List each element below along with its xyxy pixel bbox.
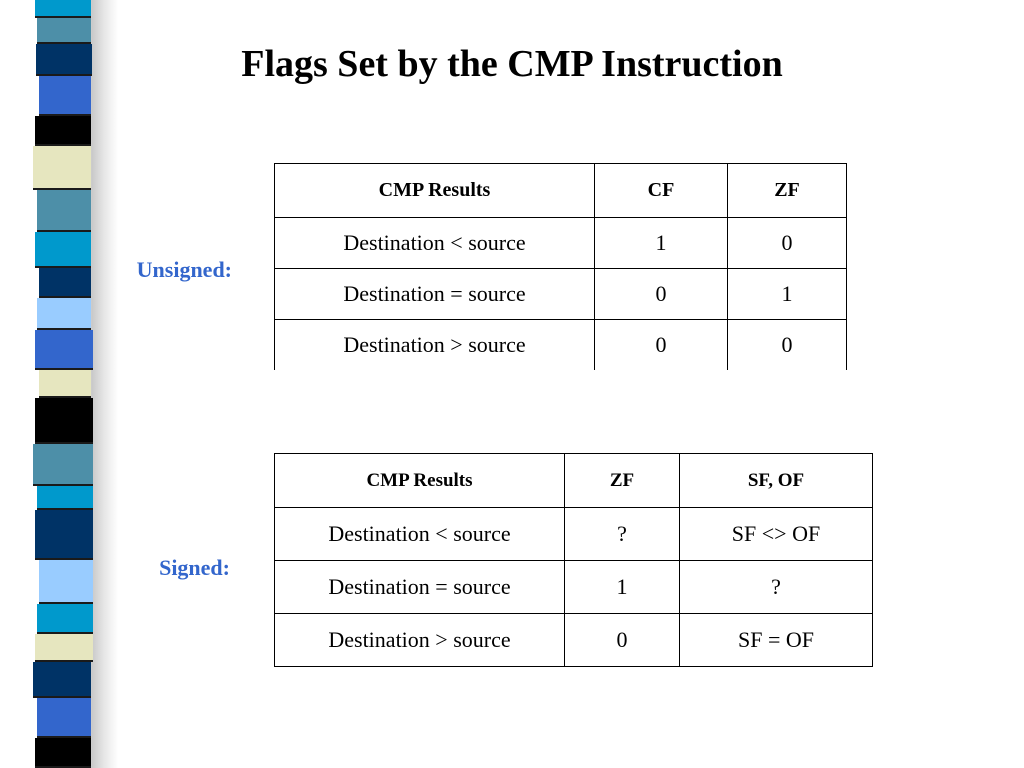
stripe-band	[35, 510, 93, 560]
row-cf-value: 1	[595, 218, 728, 269]
table-row	[275, 269, 847, 320]
row-condition: Destination < source	[275, 218, 595, 269]
stripe-band	[35, 116, 91, 146]
table-header-row	[275, 164, 847, 218]
header-cmp-results: CMP Results	[275, 164, 595, 218]
header-sf-of: SF, OF	[680, 454, 873, 508]
row-zf-value: ?	[565, 508, 680, 561]
stripe-band	[35, 398, 93, 444]
stripe-band	[35, 738, 91, 768]
stripe-band	[33, 146, 91, 190]
row-sf-of-value: ?	[680, 561, 873, 614]
table-header-row	[275, 454, 873, 508]
row-condition: Destination = source	[275, 561, 565, 614]
decorative-stripe	[33, 0, 97, 768]
header-zf: ZF	[565, 454, 680, 508]
stripe-band	[35, 0, 91, 18]
signed-label: Signed:	[159, 555, 230, 580]
row-sf-of-value: SF <> OF	[680, 508, 873, 561]
stripe-band	[33, 662, 91, 698]
table-row	[275, 218, 847, 269]
table-row	[275, 508, 873, 561]
row-cf-value: 0	[595, 320, 728, 371]
table-row	[275, 561, 873, 614]
stripe-band	[39, 370, 91, 398]
row-cf-value: 0	[595, 269, 728, 320]
stripe-band	[37, 298, 91, 330]
stripe-band	[37, 698, 91, 738]
stripe-band	[39, 268, 91, 298]
signed-flags-table	[274, 453, 873, 667]
row-zf-value: 0	[728, 320, 847, 371]
row-condition: Destination < source	[275, 508, 565, 561]
stripe-band	[35, 634, 93, 662]
row-zf-value: 1	[728, 269, 847, 320]
row-condition: Destination > source	[275, 614, 565, 667]
stripe-band	[33, 444, 93, 486]
table-row	[275, 320, 847, 371]
row-condition: Destination > source	[275, 320, 595, 371]
stripe-band	[35, 330, 93, 370]
unsigned-label: Unsigned:	[136, 257, 232, 282]
stripe-band	[37, 486, 93, 510]
stripe-band	[37, 190, 91, 232]
row-zf-value: 0	[728, 218, 847, 269]
row-zf-value: 0	[565, 614, 680, 667]
table-row	[275, 614, 873, 667]
row-condition: Destination = source	[275, 269, 595, 320]
row-zf-value: 1	[565, 561, 680, 614]
stripe-band	[39, 560, 93, 604]
header-zf: ZF	[728, 164, 847, 218]
stripe-band	[37, 18, 91, 44]
slide-title: Flags Set by the CMP Instruction	[241, 43, 783, 85]
unsigned-flags-table	[274, 163, 847, 370]
stripe-band	[37, 604, 93, 634]
row-sf-of-value: SF = OF	[680, 614, 873, 667]
stripe-band	[35, 232, 91, 268]
header-cf: CF	[595, 164, 728, 218]
header-cmp-results: CMP Results	[275, 454, 565, 508]
